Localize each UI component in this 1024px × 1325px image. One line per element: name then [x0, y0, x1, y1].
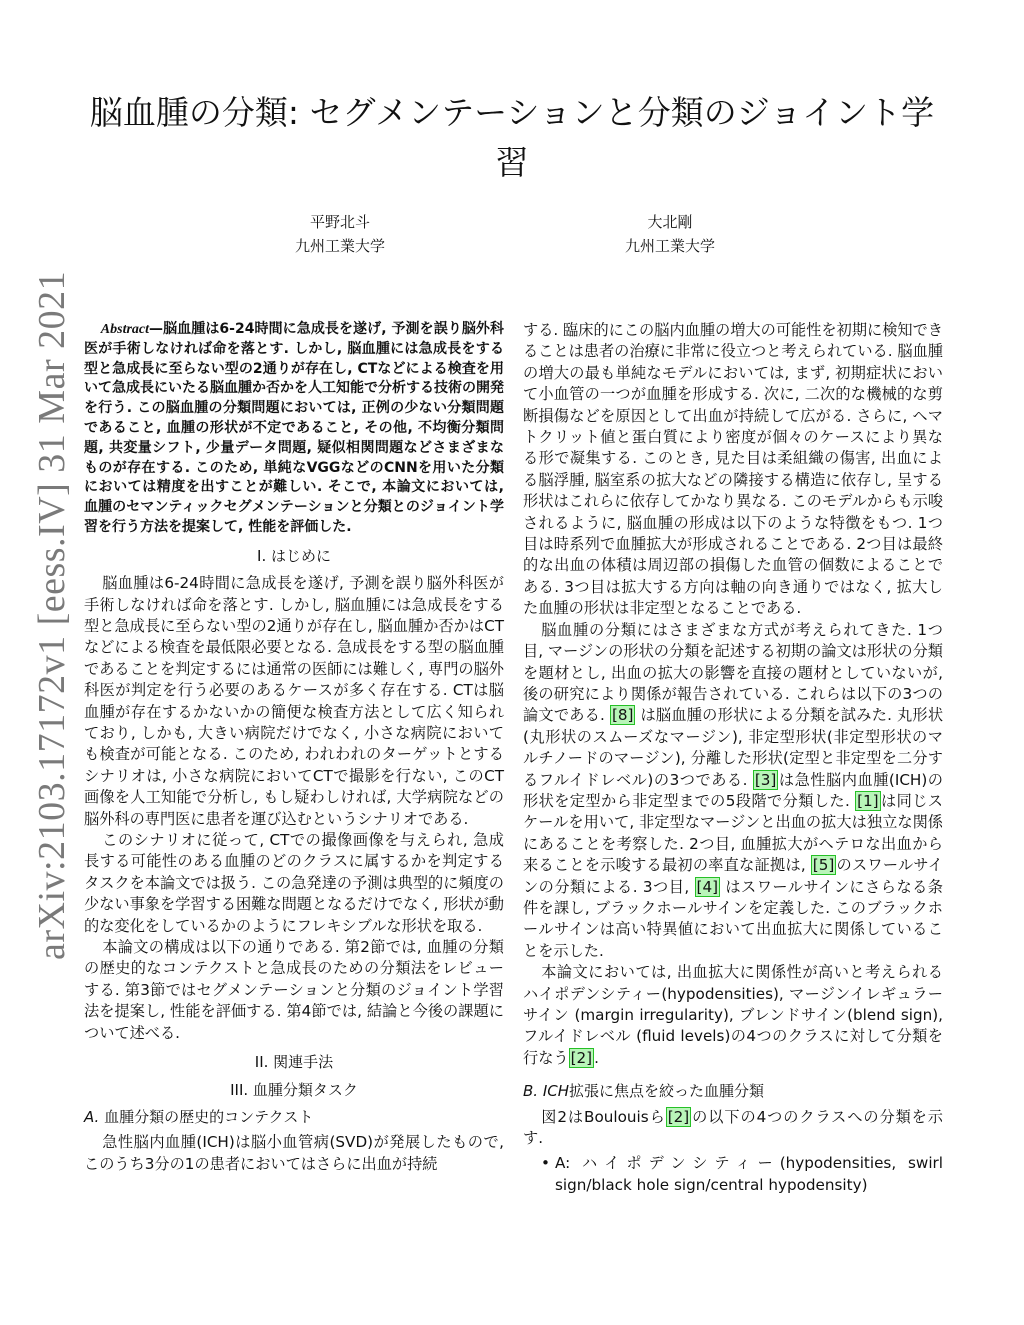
proposal-paragraph	[523, 962, 943, 1069]
figure-reference-paragraph	[523, 1107, 943, 1150]
author-name: 平野北斗	[309, 213, 370, 231]
abstract-dash: —	[149, 321, 164, 337]
text-run: 本論文においては, 出血拡大に関係性が高いと考えられるハイポデンシティー(hypodensities), マージンイレギュラーサイン (margin irregularity), ブレンドサイン(blend sign), フルイドレベル (fluid levels)の4つのクラスに対して分類を行なう	[523, 963, 943, 1067]
text-run: は急性脳内血腫(ICH)の形状を定型から非定型までの5段階で分類した.	[523, 770, 943, 810]
classification-history-paragraph	[523, 620, 943, 963]
text-run: .	[594, 1048, 599, 1067]
subsection-title-italic: ICH	[542, 1082, 570, 1101]
section-heading-task: III. 血腫分類タスク	[230, 1080, 358, 1099]
text-run: の以下の4つのクラスへの分類を示す.	[523, 1107, 943, 1148]
text-run: は同じスケールを用いて, 非定型なマージンと出血の拡大は独立な関係にあることを考察した. 2つ目, 血腫拡大がヘテロな出血から来ることを示唆する最初の率直な証拠は,	[523, 791, 943, 875]
subsection-title: 拡張に焦点を絞った血腫分類	[569, 1082, 765, 1101]
citation-link[interactable]: [1]	[857, 791, 879, 810]
section-heading-intro: I. はじめに	[257, 546, 331, 565]
class-list	[523, 1153, 943, 1196]
section-heading-related: II. 関連手法	[254, 1053, 334, 1072]
text-run: はスワールサインにさらなる条件を課し, ブラックホールサインを定義した. このブラックホールサインは高い特異値において出血拡大に関係していることを示した.	[523, 877, 943, 960]
author-name: 大北剛	[647, 213, 693, 231]
text-run: のスワールサインの分類による. 3つ目,	[523, 856, 943, 896]
citation-link[interactable]: [2]	[667, 1107, 690, 1126]
list-item: • A: ハイポデンシティー(hypodensities, swirl sign/black hole sign/central hypodensity)	[541, 1153, 943, 1196]
subsection-heading-a	[84, 1107, 504, 1128]
author-affiliation: 九州工業大学	[294, 237, 385, 255]
paper-title: 脳血腫の分類: セグメンテーションと分類のジョイント学習	[89, 93, 935, 182]
right-column	[523, 320, 943, 1196]
citation-link[interactable]: [2]	[570, 1048, 593, 1067]
left-column	[84, 320, 504, 1175]
abstract-label: Abstract	[100, 322, 150, 337]
abstract	[84, 320, 504, 538]
citation-link[interactable]: [4]	[696, 877, 719, 896]
intro-paragraph-2: このシナリオに従って, CTでの撮像画像を与えられ, 急成長する可能性のある血腫のどのクラスに属するかを判定するタスクを本論文では扱う. この急発達の予測は典型的に頻度の少ない事象を学習する困難な問題となるだけでなく, 形状が動的な変化をしているかのようにフレキシブルな形状を取る.	[84, 831, 504, 935]
citation-link[interactable]: [8]	[611, 706, 634, 725]
text-run: 脳血腫の分類にはさまざまな方式が考えられてきた. 1つ目, マージンの形状の分類を記述する初期の論文は形状の分類を題材とし, 出血の拡大の影響を直接の題材としていないが, 後の研究により関係が報告されている. これらは以下の3つの論文である.	[523, 620, 943, 725]
abstract-text: 脳血腫は6-24時間に急成長を遂げ, 予測を誤り脳外科医が手術しなければ命を落とす. しかし, 脳血腫には急成長をする型と急成長に至らない型の2通りが存在し, CTなどによる検査を用いて急成長にいたる脳血腫か否かを人工知能で分析する技術の開発を行う. この脳血腫の分類問題においては, 正例の少ない分類問題であること, 血腫の形状が不定であること, その他, 不均衡分類問題, 共変量シフト, 少量データ問題, 疑似相関問題などさまざまなものが存在する. このため, 単純なVGGなどのCNNを用いた分類においては精度を出すことが難しい. そこで, 本論文においては, 血腫のセマンティックセグメンテーションと分類とのジョイント学習を行う方法を提案して, 性能を評価した.	[84, 321, 504, 535]
citation-link[interactable]: [3]	[754, 770, 777, 789]
history-paragraph-continued: する. 臨床的にこの脳内血腫の増大の可能性を初期に検知できることは患者の治療に非常に役立つと考えられている. 脳血腫の増大の最も単純なモデルにおいては, まず, 初期症状において小血管の一つが血腫を形成する. 次に, 二次的な機械的な剪断損傷などを原因として出血が持続して広がる. さらに, ヘマトクリット値と蛋白質により密度が個々のケースにより異なる形で凝集する. このとき, 見た目は柔組織の傷害, 出血による脳浮腫, 脳室系の拡大などの隣接する構造に依存し, 呈する形状はこれらに依存してかなり異なる. このモデルからも示唆されるように, 脳血腫の形成は以下のような特徴をもつ. 1つ目は時系列で血腫拡大が形成されることである. 2つ目は最終的な出血の体積は周辺部の損傷した血管の個数によることである. 3つ目は拡大する方向は軸の向き通りではなく, 拡大した血腫の形状は非定型となることである.	[523, 321, 943, 618]
subsection-label: A.	[84, 1107, 100, 1126]
intro-paragraph-1: 脳血腫は6-24時間に急成長を遂げ, 予測を誤り脳外科医が手術しなければ命を落とす. しかし, 脳血腫には急成長をする型と急成長に至らない型の2通りが存在し, 脳血腫か否かはCTなどによる検査を最低限必要となる. 急成長をする型の脳血腫であることを判定するには通常の医師には難しく, 専門の脳外科医が判定を行う必要のあるケースが多く存在する. CTは脳血腫が存在するかないかの簡便な検査方法として広く知られており, しかも, 大きい病院だけでなく, 小さな病院においても検査が可能となる. このため, われわれのターゲットとするシナリオは, 小さな病院においてCTで撮影を行ない, このCT画像を人工知能で分析し, もし疑わしければ, 大学病院などの脳外科の専門医に患者を運び込むというシナリオである.	[84, 574, 504, 828]
subsection-title: 血腫分類の歴史的コンテクスト	[104, 1107, 314, 1126]
citation-link[interactable]: [5]	[812, 856, 835, 875]
intro-paragraph-3: 本論文の構成は以下の通りである. 第2節では, 血腫の分類の歴史的なコンテクストと急成長のための分類法をレビューする. 第3節ではセグメンテーションと分類のジョイント学習法を提案し, 性能を評価する. 第4節では, 結論と今後の課題について述べる.	[84, 938, 504, 1042]
text-run: は脳血腫の形状による分類を試みた. 丸形状(丸形状のスムーズなマージン), 非定型形状(非定型形状のマルチノードのマージン), 分離した形状(定型と非定型を二分するフルイドレベル)の3つである.	[523, 706, 944, 789]
arxiv-identifier: arXiv:2103.17172v1 [eess.IV] 31 Mar 2021	[31, 270, 73, 960]
subsection-heading-b	[523, 1081, 943, 1102]
author-affiliation: 九州工業大学	[624, 237, 715, 255]
history-paragraph-1: 急性脳内血腫(ICH)は脳小血管病(SVD)が発展したもので, このうち3分の1の患者においてはさらに出血が持続	[84, 1133, 504, 1173]
author-block-2	[580, 210, 760, 258]
subsection-label: B.	[523, 1082, 539, 1101]
text-run: 図2はBoulouisら	[541, 1107, 666, 1126]
author-block-1	[250, 210, 430, 258]
